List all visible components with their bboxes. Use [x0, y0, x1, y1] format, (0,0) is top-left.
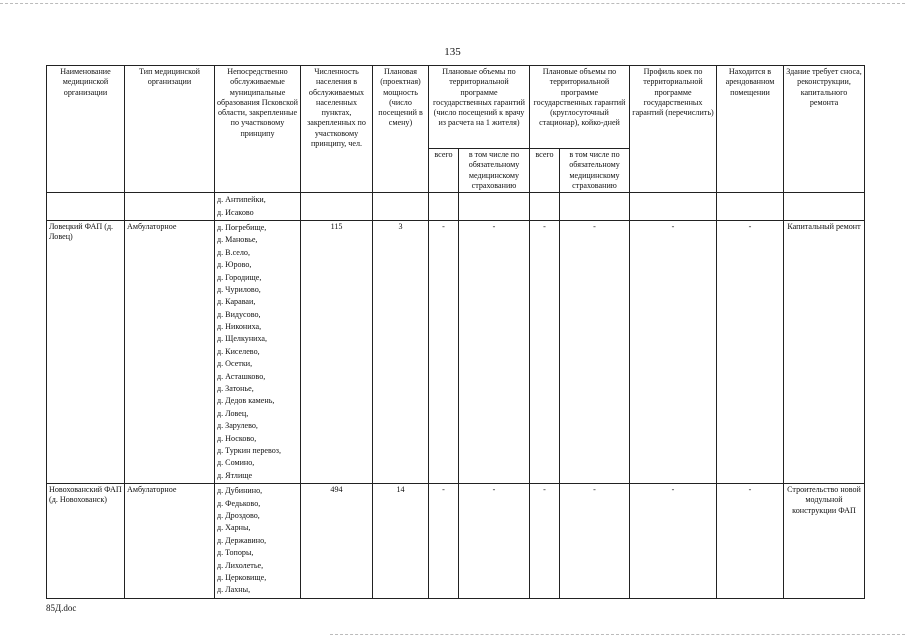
locality: д. Щелкуниха,: [217, 334, 268, 344]
cell-visits-oms: -: [459, 484, 530, 599]
cell-rented: -: [717, 220, 784, 483]
cell-empty: [784, 193, 865, 221]
subheader-beds-total: всего: [530, 149, 560, 193]
cell-empty: [373, 193, 429, 221]
locality: д. Носково,: [217, 433, 257, 443]
cell-population: 115: [301, 220, 373, 483]
locality: д. Никониха,: [217, 322, 262, 332]
locality: д. Исаково: [217, 207, 254, 217]
cell-building-state: Капитальный ремонт: [784, 220, 865, 483]
cell-building-state: Строительство новой модульной конструкции ФАП: [784, 484, 865, 599]
cell-rented: -: [717, 484, 784, 599]
header-org-type: Тип медицинской организации: [125, 66, 215, 193]
cell-bed-profile: -: [630, 220, 717, 483]
locality: д. Державино,: [217, 535, 267, 545]
cell-capacity: 3: [373, 220, 429, 483]
locality: д. Ятлище: [217, 470, 253, 480]
locality: д. Зарулево,: [217, 421, 258, 431]
cell-empty: [429, 193, 459, 221]
cell-empty: [301, 193, 373, 221]
cell-empty: [47, 193, 125, 221]
cell-population: 494: [301, 484, 373, 599]
cell-beds-oms: -: [560, 484, 630, 599]
locality: д. Юрово,: [217, 260, 252, 270]
cell-visits-total: -: [429, 484, 459, 599]
cell-beds-oms: -: [560, 220, 630, 483]
cell-empty: [560, 193, 630, 221]
locality: д. Мановье,: [217, 235, 258, 245]
cell-localities: [215, 220, 301, 483]
locality: д. Ловец,: [217, 408, 249, 418]
header-capacity: Плановая (проектная) мощность (число посещений в смену): [373, 66, 429, 193]
cell-org-name: Ловецкий ФАП (д. Ловец): [47, 220, 125, 483]
cell-org-type: Амбулаторное: [125, 484, 215, 599]
locality: д. Осетки,: [217, 359, 253, 369]
locality: д. Затонье,: [217, 384, 254, 394]
header-rented: Находится в арендованном помещении: [717, 66, 784, 193]
subheader-visits-total: всего: [429, 149, 459, 193]
cell-bed-profile: -: [630, 484, 717, 599]
locality: д. Антипейки,: [217, 195, 266, 205]
locality: д. В.село,: [217, 247, 250, 257]
cell-localities: [215, 484, 301, 599]
table-row: [47, 484, 865, 599]
header-building-state: Здание требует сноса, реконструкции, капитального ремонта: [784, 66, 865, 193]
cell-localities: [215, 193, 301, 221]
page-number: 135: [444, 46, 461, 58]
locality: д. Туркин перевоз,: [217, 446, 282, 455]
cell-beds-total: -: [530, 484, 560, 599]
locality: д. Дроздово,: [217, 510, 260, 520]
header-bed-profile: Профиль коек по территориальной программе государственных гарантий (перечислить): [630, 66, 717, 193]
table-row: [47, 220, 865, 483]
cell-visits-total: -: [429, 220, 459, 483]
header-population: Численность населения в обслуживаемых населенных пунктах, закрепленных по участковому принципу, чел.: [301, 66, 373, 193]
locality: д. Дубинино,: [217, 486, 263, 496]
scan-edge-bottom: [330, 634, 905, 635]
locality: д. Церковище,: [217, 572, 267, 582]
locality: д. Харны,: [217, 523, 251, 533]
locality: д. Федьково,: [217, 498, 261, 508]
locality: д. Лихолетье,: [217, 560, 264, 570]
header-row: [47, 66, 865, 149]
cell-empty: [125, 193, 215, 221]
table-row-continuation: [47, 193, 865, 221]
locality: д. Караваи,: [217, 297, 256, 307]
cell-empty: [717, 193, 784, 221]
cell-beds-total: -: [530, 220, 560, 483]
locality: д. Лахны,: [217, 585, 251, 595]
locality: д. Дедов камень,: [217, 396, 275, 406]
footer-filename: 85Д.doc: [46, 603, 77, 613]
cell-empty: [530, 193, 560, 221]
header-org-name: Наименование медицинской организации: [47, 66, 125, 193]
locality: д. Топоры,: [217, 548, 254, 558]
cell-capacity: 14: [373, 484, 429, 599]
locality: д. Городище,: [217, 272, 262, 282]
subheader-beds-oms: в том числе по обязательному медицинскому страхованию: [560, 149, 630, 193]
cell-org-name: Новохованский ФАП (д. Новохованск): [47, 484, 125, 599]
scan-edge-top: [0, 3, 905, 4]
cell-visits-oms: -: [459, 220, 530, 483]
locality: д. Чурилово,: [217, 284, 261, 294]
subheader-visits-oms: в том числе по обязательному медицинскому страхованию: [459, 149, 530, 193]
locality: д. Погребище,: [217, 222, 267, 232]
cell-empty: [630, 193, 717, 221]
cell-org-type: Амбулаторное: [125, 220, 215, 483]
header-visits-volume: Плановые объемы по территориальной программе государственных гарантий (число посещений к врачу из расчета на 1 жителя): [429, 66, 530, 149]
locality: д. Сомино,: [217, 458, 255, 468]
header-municipalities: Непосредственно обслуживаемые муниципальные образования Псковской области, закрепленные по участковому принципу: [215, 66, 301, 193]
header-beds-volume: Плановые объемы по территориальной программе государственных гарантий (круглосуточный стационар), койко-дней: [530, 66, 630, 149]
locality: д. Видусово,: [217, 309, 261, 319]
facilities-table: [46, 65, 865, 599]
locality: д. Киселево,: [217, 346, 260, 356]
locality: д. Асташково,: [217, 371, 266, 381]
cell-empty: [459, 193, 530, 221]
